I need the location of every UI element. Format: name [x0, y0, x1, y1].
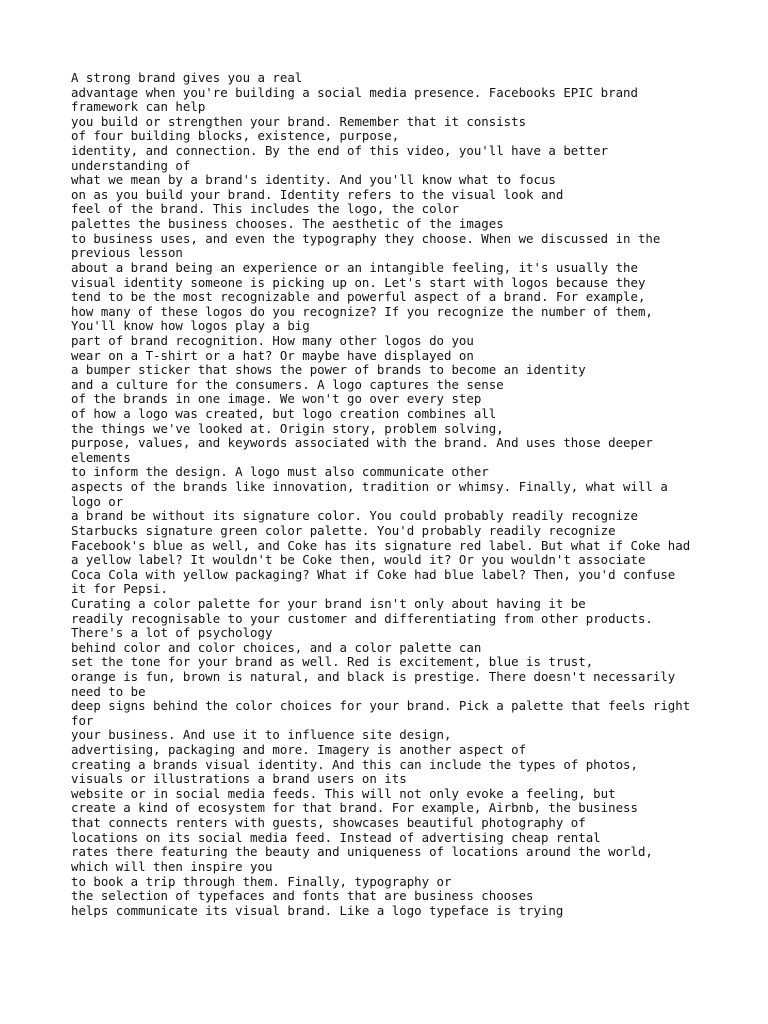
text-line: behind color and color choices, and a color palette can	[71, 639, 482, 655]
text-line: the things we've looked at. Origin story, problem solving,	[71, 420, 504, 436]
text-line: rates there featuring the beauty and uniqueness of locations around the world,	[71, 844, 653, 860]
text-line: deep signs behind the color choices for your brand. Pick a palette that feels right	[71, 698, 691, 714]
text-line: your business. And use it to influence site design,	[71, 727, 452, 743]
text-line: creating a brands visual identity. And this can include the types of photos,	[71, 756, 638, 772]
text-line: Facebook's blue as well, and Coke has its signature red label. But what if Coke had	[71, 537, 691, 553]
text-line: elements	[71, 449, 131, 465]
text-line: helps communicate its visual brand. Like a logo typeface is trying	[71, 902, 564, 918]
text-line: a brand be without its signature color. You could probably readily recognize	[71, 508, 638, 524]
text-line: You'll know how logos play a big	[71, 318, 310, 334]
text-line: Starbucks signature green color palette. You'd probably readily recognize	[71, 522, 616, 538]
text-line: identity, and connection. By the end of this video, you'll have a better	[71, 143, 609, 159]
text-line: to inform the design. A logo must also communicate other	[71, 464, 489, 480]
text-line: of how a logo was created, but logo creation combines all	[71, 406, 497, 422]
text-line: part of brand recognition. How many other logos do you	[71, 332, 474, 348]
text-line: the selection of typefaces and fonts that are business chooses	[71, 888, 534, 904]
text-line: visual identity someone is picking up on. Let's start with logos because they	[71, 274, 646, 290]
text-line: you build or strengthen your brand. Remember that it consists	[71, 113, 527, 129]
text-line: a bumper sticker that shows the power of brands to become an identity	[71, 362, 586, 378]
text-line: of four building blocks, existence, purpose,	[71, 128, 400, 144]
text-line: feel of the brand. This includes the logo, the color	[71, 201, 459, 217]
text-line: and a culture for the consumers. A logo captures the sense	[71, 376, 504, 392]
text-line: that connects renters with guests, showcases beautiful photography of	[71, 815, 586, 831]
text-line: about a brand being an experience or an intangible feeling, it's usually the	[71, 259, 638, 275]
text-line: on as you build your brand. Identity refers to the visual look and	[71, 186, 564, 202]
text-line: for	[71, 712, 94, 728]
text-line: understanding of	[71, 157, 191, 173]
text-line: which will then inspire you	[71, 858, 273, 874]
text-line: how many of these logos do you recognize? If you recognize the number of them,	[71, 303, 653, 319]
text-line: a yellow label? It wouldn't be Coke then, would it? Or you wouldn't associate	[71, 552, 646, 568]
text-line: visuals or illustrations a brand users on its	[71, 771, 407, 787]
transcript-text	[71, 71, 711, 918]
text-line: readily recognisable to your customer and differentiating from other products.	[71, 610, 653, 626]
text-line: to book a trip through them. Finally, typography or	[71, 873, 452, 889]
text-line: set the tone for your brand as well. Red is excitement, blue is trust,	[71, 654, 594, 670]
text-line: advantage when you're building a social media presence. Facebooks EPIC brand	[71, 84, 638, 100]
text-line: website or in social media feeds. This will not only evoke a feeling, but	[71, 785, 616, 801]
text-line: A strong brand gives you a real	[71, 70, 303, 85]
text-line: create a kind of ecosystem for that brand. For example, Airbnb, the business	[71, 800, 638, 816]
text-line: palettes the business chooses. The aesthetic of the images	[71, 216, 504, 232]
text-line: need to be	[71, 683, 146, 699]
text-line: purpose, values, and keywords associated with the brand. And uses those deeper	[71, 435, 653, 451]
text-line: Curating a color palette for your brand isn't only about having it be	[71, 595, 586, 611]
text-line: locations on its social media feed. Instead of advertising cheap rental	[71, 829, 601, 845]
text-line: logo or	[71, 493, 124, 509]
text-line: orange is fun, brown is natural, and black is prestige. There doesn't necessarily	[71, 668, 676, 684]
text-line: framework can help	[71, 99, 206, 115]
text-line: what we mean by a brand's identity. And you'll know what to focus	[71, 172, 556, 188]
text-line: Coca Cola with yellow packaging? What if Coke had blue label? Then, you'd confuse	[71, 566, 676, 582]
text-line: advertising, packaging and more. Imagery is another aspect of	[71, 742, 527, 758]
text-line: wear on a T-shirt or a hat? Or maybe have displayed on	[71, 347, 474, 363]
text-line: tend to be the most recognizable and powerful aspect of a brand. For example,	[71, 289, 646, 305]
text-line: to business uses, and even the typography they choose. When we discussed in the	[71, 230, 661, 246]
text-line: previous lesson	[71, 245, 183, 261]
text-line: of the brands in one image. We won't go over every step	[71, 391, 482, 407]
text-line: There's a lot of psychology	[71, 625, 273, 641]
text-line: it for Pepsi.	[71, 581, 168, 597]
text-line: aspects of the brands like innovation, tradition or whimsy. Finally, what will a	[71, 479, 668, 495]
